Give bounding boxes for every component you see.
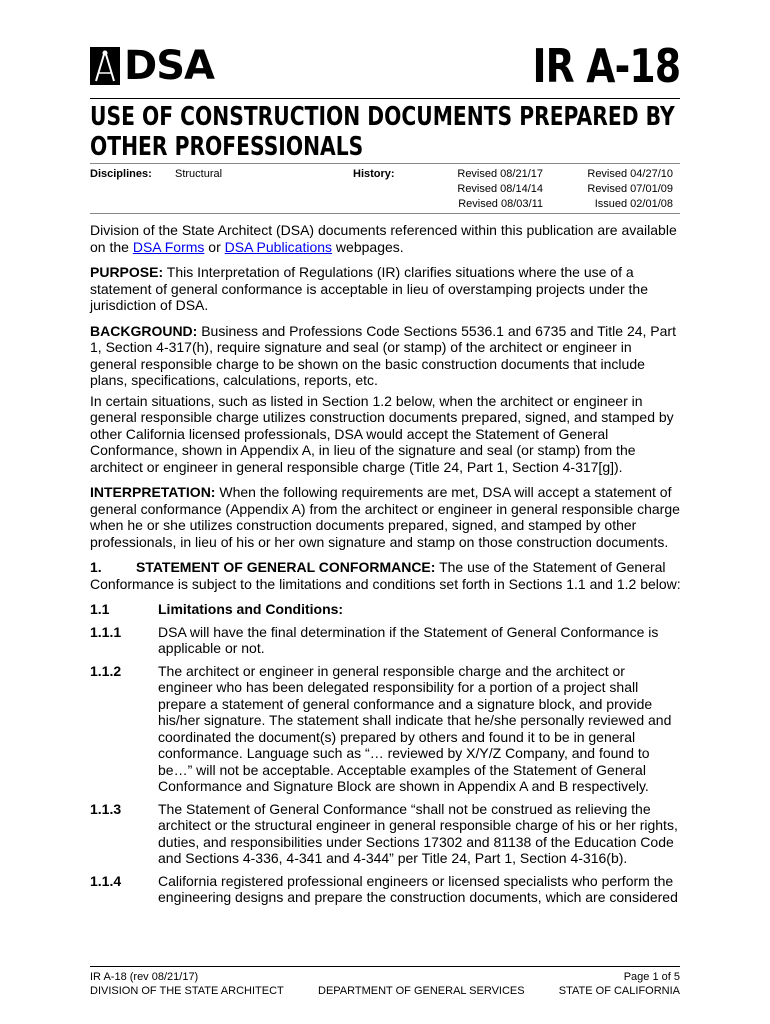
history-entry: Revised 07/01/09 xyxy=(587,183,673,195)
intro-paragraph: Division of the State Architect (DSA) documents referenced within this publication are available on the DSA Forms or DSA Publications webpages. xyxy=(90,222,677,255)
item-1-1-2 xyxy=(90,663,682,795)
document-id: IR A-18 xyxy=(532,39,680,93)
item-number: 1.1.1 xyxy=(90,623,122,640)
dsa-logo xyxy=(90,43,214,89)
meta-divider-bottom xyxy=(90,213,680,214)
section-heading: Limitations and Conditions: xyxy=(158,601,344,617)
interpretation-paragraph: INTERPRETATION: When the following requirements are met, DSA will accept a statement of general conformance (Appendix A) from the architect or engineer in general responsible charge when he or she utilizes construction documents prepared, signed, and stamped by other professionals, in lieu of his or her own signature and stamp on those construction documents. xyxy=(90,484,680,550)
history-column-2 xyxy=(560,167,673,212)
dsa-publications-link[interactable]: DSA Publications xyxy=(224,238,333,255)
item-number: 1.1.2 xyxy=(90,662,122,679)
item-text: DSA will have the final determination if the Statement of General Conformance is applicable or not. xyxy=(158,623,659,656)
item-text: The architect or engineer in general responsible charge and the architect or engineer who has been delegated responsibility for a portion of a project shall prepare a statement of general conformance and a signature block, and provide his/her signature. The statement shall indicate that he/she personally reviewed and coordinated the document(s) prepared by others and found it to be in general conformance. Language such as “… reviewed by X/Y/Z Company, and found to be…” will not be acceptable. Acceptable examples of the Statement of General Conformance and Signature Block are shown in Appendix A and B respectively. xyxy=(158,662,672,794)
item-number: 1.1.3 xyxy=(90,800,122,817)
logo-text: DSA xyxy=(124,43,214,89)
section-1: 1. STATEMENT OF GENERAL CONFORMANCE: The use of the Statement of General Conformance is subject to the limitations and conditions set forth in Sections 1.1 and 1.2 below: xyxy=(90,559,681,592)
background-paragraph-2: In certain situations, such as listed in Section 1.2 below, when the architect or engineer in general responsible charge utilizes construction documents prepared, signed, and stamped by other California licensed professionals, DSA would accept the Statement of General Conformance, shown in Appendix A, in lieu of the signature and seal (or stamp) from the architect or engineer in general responsible charge (Title 24, Part 1, Section 4-317[g]). xyxy=(90,392,674,475)
title-line-1: USE OF CONSTRUCTION DOCUMENTS PREPARED BY xyxy=(90,102,675,132)
history-entry: Revised 08/03/11 xyxy=(458,198,543,210)
footer-revision: IR A-18 (rev 08/21/17) xyxy=(90,971,199,983)
interpretation-label: INTERPRETATION: xyxy=(90,484,216,500)
history-entry: Revised 08/14/14 xyxy=(457,183,543,195)
section-heading: STATEMENT OF GENERAL CONFORMANCE: xyxy=(136,559,436,575)
item-number: 1.1.4 xyxy=(90,872,122,889)
section-number: 1. xyxy=(90,559,102,575)
history-entry: Revised 04/27/10 xyxy=(587,168,673,180)
compass-icon xyxy=(90,47,120,85)
disciplines-label: Disciplines: xyxy=(90,168,152,180)
section-1-1 xyxy=(90,601,682,618)
page-header xyxy=(90,39,680,100)
footer-page-number: Page 1 of 5 xyxy=(623,971,680,983)
document-body xyxy=(90,222,682,912)
footer-department: DEPARTMENT OF GENERAL SERVICES xyxy=(318,985,525,997)
background-label: BACKGROUND: xyxy=(90,322,198,339)
dsa-forms-link[interactable]: DSA Forms xyxy=(132,238,205,255)
history-label: History: xyxy=(353,168,395,180)
section-number: 1.1 xyxy=(90,601,110,617)
header-divider xyxy=(90,98,680,99)
item-1-1-3 xyxy=(90,801,682,867)
meta-divider-top xyxy=(90,163,680,164)
footer-division: DIVISION OF THE STATE ARCHITECT xyxy=(90,985,284,997)
history-entry: Revised 08/21/17 xyxy=(457,168,543,180)
history-column-1 xyxy=(430,167,543,212)
document-title xyxy=(90,102,675,162)
background-paragraph: BACKGROUND: Business and Professions Code Sections 5536.1 and 6735 and Title 24, Part 1, Section 4-317(h), require signature and seal (or stamp) of the architect or engineer in general responsible charge to be shown on the basic construction documents that include plans, specifications, calculations, reports, etc. xyxy=(90,322,676,388)
disciplines-value: Structural xyxy=(175,168,223,180)
item-1-1-4 xyxy=(90,873,682,906)
item-text: California registered professional engineers or licensed specialists who perform the engineering designs and prepare the construction documents, which are considered xyxy=(158,872,678,905)
purpose-paragraph: PURPOSE: This Interpretation of Regulations (IR) clarifies situations where the use of a statement of general conformance is acceptable in lieu of overstamping projects under the jurisdiction of DSA. xyxy=(90,264,648,313)
title-line-2: OTHER PROFESSIONALS xyxy=(90,132,364,162)
item-text: The Statement of General Conformance “shall not be construed as relieving the architect or the structural engineer in general responsible charge of his or her rights, duties, and responsibilities under Sections 17302 and 81138 of the Education Code and Sections 4-336, 4-341 and 4-344” per Title 24, Part 1, Section 4-316(b). xyxy=(158,800,678,866)
footer-state: STATE OF CALIFORNIA xyxy=(558,985,680,997)
item-1-1-1 xyxy=(90,624,682,657)
footer-divider xyxy=(90,966,680,967)
purpose-label: PURPOSE: xyxy=(90,264,164,280)
history-entry: Issued 02/01/08 xyxy=(594,198,673,210)
